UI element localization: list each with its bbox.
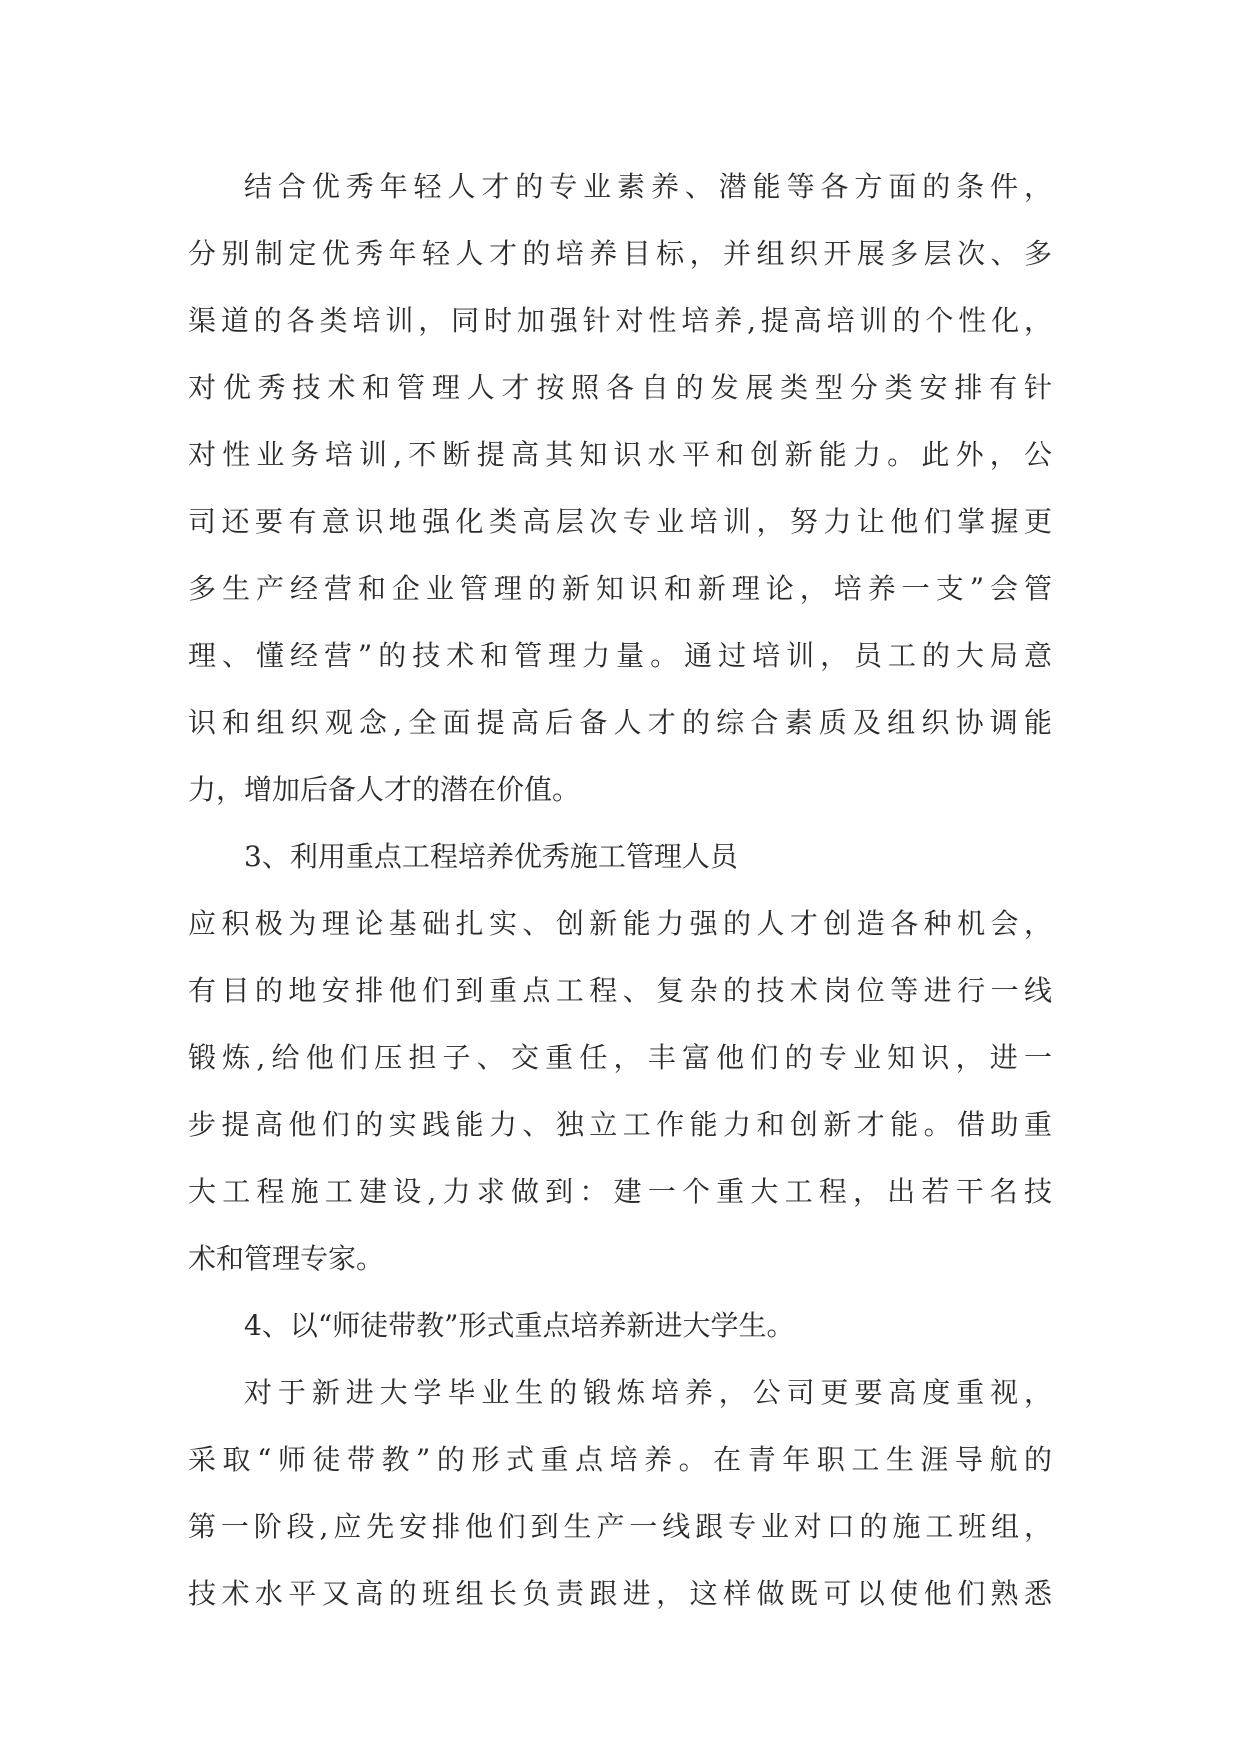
text-line: 结合优秀年轻人才的专业素养、潜能等各方面的条件， <box>244 170 1052 203</box>
text-line: 分别制定优秀年轻人才的培养目标，并组织开展多层次、多 <box>188 237 1052 270</box>
text-line: 应积极为理论基础扎实、创新能力强的人才创造各种机会， <box>188 907 1052 940</box>
text-line: 对于新进大学毕业生的锻炼培养，公司更要高度重视， <box>244 1376 1052 1409</box>
text-line: 第一阶段,应先安排他们到生产一线跟专业对口的施工班组， <box>188 1510 1052 1543</box>
text-line: 对优秀技术和管理人才按照各自的发展类型分类安排有针 <box>188 371 1052 404</box>
text-line: 有目的地安排他们到重点工程、复杂的技术岗位等进行一线 <box>188 974 1052 1007</box>
text-line: 司还要有意识地强化类高层次专业培训，努力让他们掌握更 <box>188 505 1052 538</box>
text-line: 步提高他们的实践能力、独立工作能力和创新才能。借助重 <box>188 1108 1052 1141</box>
text-line: 大工程施工建设,力求做到：建一个重大工程，出若干名技 <box>188 1175 1052 1208</box>
text-line: 力，增加后备人才的潜在价值。 <box>188 773 581 806</box>
text-line: 渠道的各类培训，同时加强针对性培养,提高培训的个性化， <box>188 304 1052 337</box>
section-heading: 3、利用重点工程培养优秀施工管理人员 <box>244 840 738 873</box>
text-line: 对性业务培训,不断提高其知识水平和创新能力。此外，公 <box>188 438 1052 471</box>
section-heading: 4、以“师徒带教”形式重点培养新进大学生。 <box>244 1309 795 1342</box>
text-line: 识和组织观念,全面提高后备人才的综合素质及组织协调能 <box>188 706 1052 739</box>
text-line: 术和管理专家。 <box>188 1242 385 1275</box>
text-line: 技术水平又高的班组长负责跟进，这样做既可以使他们熟悉 <box>188 1577 1052 1610</box>
text-line: 多生产经营和企业管理的新知识和新理论，培养一支”会管 <box>188 572 1052 605</box>
text-line: 采取“师徒带教”的形式重点培养。在青年职工生涯导航的 <box>188 1443 1052 1476</box>
text-line: 理、懂经营”的技术和管理力量。通过培训，员工的大局意 <box>188 639 1052 672</box>
body-text <box>188 153 1052 1627</box>
text-line: 锻炼,给他们压担子、交重任，丰富他们的专业知识，进一 <box>188 1041 1052 1074</box>
